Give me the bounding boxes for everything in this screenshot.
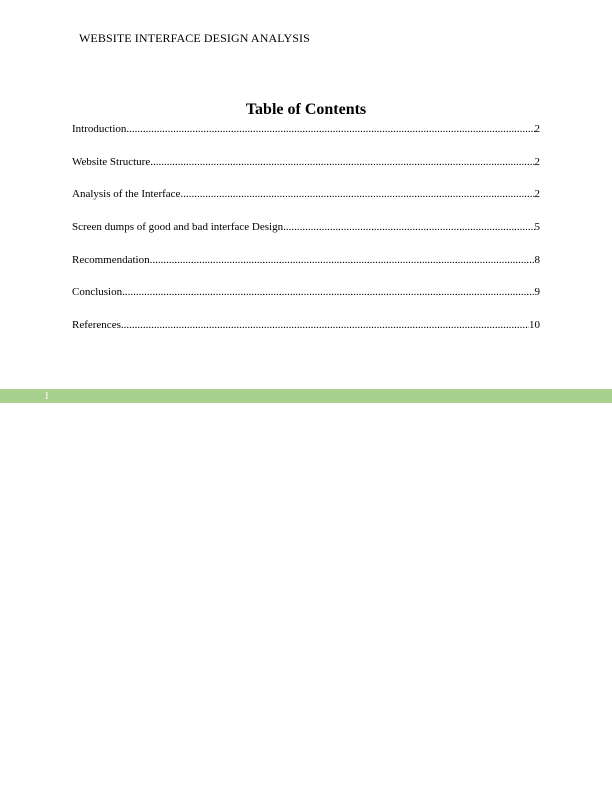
toc-entry-label: References	[72, 319, 121, 332]
toc-entry-label: Analysis of the Interface	[72, 188, 181, 201]
toc-entry-label: Recommendation	[72, 253, 150, 266]
toc-entry-page: 9	[534, 286, 540, 299]
toc-entry-introduction[interactable]	[72, 121, 540, 137]
footer-band	[0, 389, 612, 403]
toc-entry-analysis-of-interface[interactable]	[72, 186, 540, 202]
toc-entry-page: 5	[534, 221, 540, 234]
toc-dot-leader	[121, 317, 529, 333]
toc-entry-label: Conclusion	[72, 286, 123, 299]
toc-entry-website-structure[interactable]	[72, 154, 540, 170]
toc-entry-references[interactable]	[72, 317, 540, 333]
toc-entry-label: Screen dumps of good and bad interface Design	[72, 221, 284, 234]
toc-dot-leader	[126, 121, 534, 137]
toc-entry-page: 8	[534, 253, 540, 266]
toc-entry-page: 10	[529, 319, 540, 332]
toc-dot-leader	[150, 154, 534, 170]
table-of-contents	[72, 121, 540, 350]
toc-dot-leader	[122, 284, 534, 300]
toc-entry-page: 2	[534, 155, 540, 168]
toc-entry-recommendation[interactable]	[72, 252, 540, 268]
toc-entry-page: 2	[534, 123, 540, 135]
toc-dot-leader	[180, 186, 534, 202]
toc-entry-screen-dumps[interactable]	[72, 219, 540, 235]
toc-title: Table of Contents	[245, 101, 367, 118]
toc-entry-label: Introduction	[72, 123, 127, 135]
running-header: WEBSITE INTERFACE DESIGN ANALYSIS	[79, 31, 310, 45]
toc-entry-conclusion[interactable]	[72, 284, 540, 300]
toc-entry-page: 2	[534, 188, 540, 201]
toc-dot-leader	[150, 252, 535, 268]
toc-entry-label: Website Structure	[72, 155, 151, 168]
footer-page-number: 1	[44, 390, 50, 402]
toc-dot-leader	[283, 219, 534, 235]
